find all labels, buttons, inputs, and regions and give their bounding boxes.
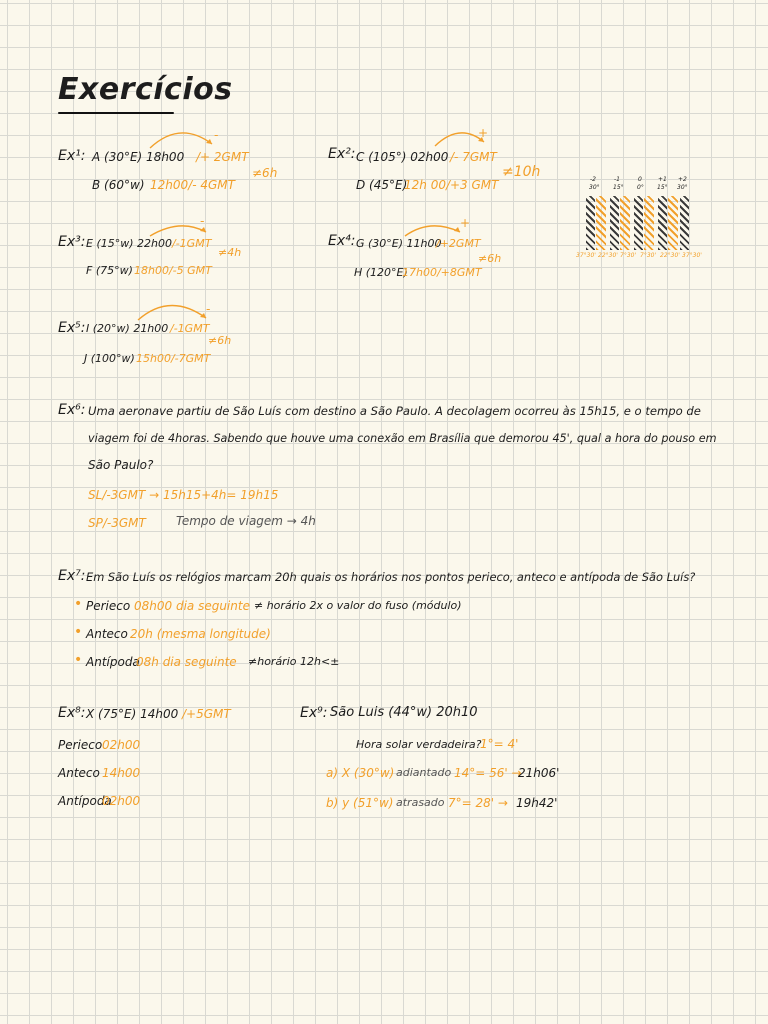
ex3-point-e: E (15°w) 22h00 [86, 237, 172, 250]
ex2-point-d: D (45°E) [356, 178, 408, 192]
diagram-degree-5: 30° [677, 184, 688, 191]
ex6-question-line-1: Uma aeronave partiu de São Luís com destino a São Paulo. A decolagem ocorreu às 15h15, e o tempo de [88, 404, 701, 418]
ex9-b-direction: atrasado [396, 796, 445, 809]
diagram-sign-1: -2 [590, 176, 596, 183]
ex4-point-g: G (30°E) 11h00 [356, 237, 442, 250]
diagram-zone-5 [680, 196, 689, 250]
ex4-label: Ex⁴: [328, 233, 356, 249]
ex7-perieco-value: 08h00 dia seguinte [134, 599, 250, 613]
ex2-difference: ≠10h [502, 164, 541, 180]
diagram-sign-4: +1 [658, 176, 667, 183]
ex2-arc [435, 133, 484, 146]
ex9-question-answer: 1°= 4' [480, 737, 519, 751]
ex4-g-gmt: /+2GMT [436, 237, 481, 250]
ex6-answer-3: Tempo de viagem → 4h [176, 514, 316, 528]
ex8-point-x: X (75°E) 14h00 [86, 707, 179, 721]
diagram-degree-2: 15° [613, 184, 624, 191]
ex7-bullet-1: • [74, 596, 83, 612]
ex7-perieco-note: ≠ horário 2x o valor do fuso (módulo) [254, 599, 462, 612]
ex7-perieco-label: Perieco [86, 599, 131, 613]
ex7-bullet-3: • [74, 652, 83, 668]
page-title: Exercícios [58, 72, 233, 107]
diagram-sign-2: -1 [614, 176, 620, 183]
ex7-antipoda-label: Antípoda [86, 655, 140, 669]
ex9-b-calc: 7°= 28' → [448, 796, 508, 810]
ex6-question-line-2: viagem foi de 4horas. Sabendo que houve uma conexão em Brasília que demorou 45', qual a hora do pouso em [88, 432, 717, 445]
diagram-sign-5: +2 [678, 176, 687, 183]
ex8-anteco-label: Anteco [58, 766, 100, 780]
ex5-arc-sign: - [206, 302, 211, 316]
diagram-degree-4: 15° [657, 184, 668, 191]
ex5-label: Ex⁵: [58, 320, 86, 336]
ex1-arc-sign: - [214, 128, 219, 142]
ex8-perieco-value: 02h00 [102, 738, 141, 752]
diagram-bottom-3: 7°30' [620, 252, 637, 259]
ex3-point-f: F (75°w) [86, 264, 133, 277]
ex8-anteco-value: 14h00 [102, 766, 141, 780]
ex1-point-a: A (30°E) 18h00 [92, 150, 185, 164]
ex5-arc [138, 305, 206, 320]
ex9-b-result: 19h42' [516, 796, 558, 810]
diagram-bottom-6: 37°30' [682, 252, 702, 259]
ex3-arc-sign: - [200, 214, 205, 228]
ex4-difference: ≠6h [478, 252, 502, 265]
ex5-point-j: J (100°w) [84, 352, 135, 365]
diagram-sign-3: 0 [638, 176, 642, 183]
ex7-label: Ex⁷: [58, 568, 86, 584]
diagram-degree-3: 0° [637, 184, 644, 191]
ex7-question: Em São Luís os relógios marcam 20h quais os horários nos pontos perieco, anteco e antípoda de São Luís? [86, 570, 696, 584]
ex2-arc-sign: + [478, 126, 489, 140]
ex1-difference: ≠6h [252, 166, 278, 180]
ex1-label: Ex¹: [58, 148, 86, 164]
ex7-anteco-label: Anteco [86, 627, 128, 641]
diagram-zone-3b [644, 196, 654, 250]
ex6-question-line-3: São Paulo? [88, 458, 154, 472]
ex9-a-label: a) X (30°w) [326, 766, 395, 780]
ex1-b-value: 12h00/- 4GMT [150, 178, 235, 192]
ex1-point-b: B (60°w) [92, 178, 145, 192]
ex6-label: Ex⁶: [58, 402, 86, 418]
ex8-antipoda-label: Antípoda [58, 794, 112, 808]
ex3-difference: ≠4h [218, 246, 242, 259]
diagram-bottom-1: 37°30' [576, 252, 596, 259]
ex9-question: Hora solar verdadeira? [356, 738, 482, 751]
diagram-zone-1 [586, 196, 595, 250]
diagram-zone-1b [596, 196, 606, 250]
ex4-arc [405, 226, 460, 236]
ex9-a-result: 21h06' [518, 766, 560, 780]
ex8-label: Ex⁸: [58, 705, 86, 721]
ex2-d-value: 12h 00/+3 GMT [404, 178, 499, 192]
ex6-answer-2: SP/-3GMT [88, 516, 146, 530]
ex5-difference: ≠6h [208, 334, 232, 347]
ex2-label: Ex²: [328, 146, 356, 162]
ex8-antipoda-value: 02h00 [102, 794, 141, 808]
diagram-bottom-4: 7°30' [640, 252, 657, 259]
ex9-location: São Luis (44°w) 20h10 [330, 705, 478, 720]
diagram-zone-2b [620, 196, 630, 250]
ex2-c-gmt: /- 7GMT [450, 150, 497, 164]
diagram-zone-4 [658, 196, 667, 250]
ex7-antipoda-value: 08h dia seguinte [136, 655, 237, 669]
ex5-j-value: 15h00/-7GMT [136, 352, 211, 365]
ex5-point-i: I (20°w) 21h00 [86, 322, 169, 335]
ex2-point-c: C (105°) 02h00 [356, 150, 449, 164]
ex5-i-gmt: /-1GMT [170, 322, 210, 335]
ex4-arc-sign: + [460, 216, 471, 230]
diagram-bottom-5: 22°30' [660, 252, 680, 259]
ex6-answer-1: SL/-3GMT → 15h15+4h= 19h15 [88, 488, 279, 502]
ex9-a-calc: 14°= 56' → [454, 766, 522, 780]
ex3-label: Ex³: [58, 234, 86, 250]
ex9-label: Ex⁹: [300, 705, 328, 721]
diagram-degree-1: 30° [589, 184, 600, 191]
ex3-arc [150, 226, 206, 236]
diagram-bottom-2: 22°30' [598, 252, 618, 259]
ex7-antipoda-note: ≠horário 12h<± [248, 655, 340, 668]
ex1-arc [150, 133, 212, 148]
ex3-e-gmt: /-1GMT [172, 237, 212, 250]
diagram-zone-3 [634, 196, 643, 250]
timezone-diagram [576, 176, 702, 266]
diagram-zone-2 [610, 196, 619, 250]
ex7-bullet-2: • [74, 624, 83, 640]
ex8-perieco-label: Perieco [58, 738, 103, 752]
ex3-f-value: 18h00/-5 GMT [134, 264, 212, 277]
ex9-b-label: b) y (51°w) [326, 796, 394, 810]
ex4-h-value: 17h00/+8GMT [402, 266, 482, 279]
diagram-zone-4b [668, 196, 678, 250]
ex4-point-h: H (120°E) [354, 266, 408, 279]
ex8-x-gmt: /+5GMT [182, 707, 231, 721]
ex7-anteco-value: 20h (mesma longitude) [130, 627, 271, 641]
ex9-a-direction: adiantado [396, 766, 452, 779]
ex1-a-gmt: /+ 2GMT [196, 150, 249, 164]
